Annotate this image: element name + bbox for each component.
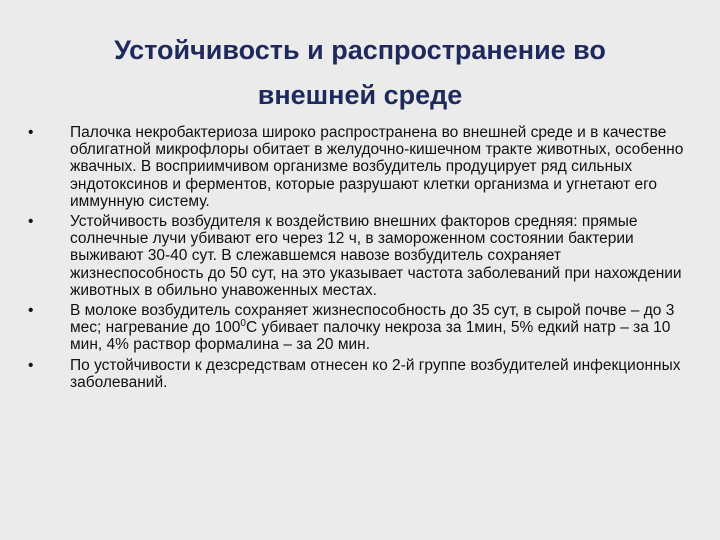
bullet-text-part-2: С убивает палочку некроза за 1мин, 5% едкий натр – за 10 мин, 4% раствор формалина – за 20 мин. (70, 319, 671, 354)
bullet-icon: • (28, 356, 34, 374)
bullet-item (28, 124, 690, 210)
bullet-list (28, 124, 690, 394)
bullet-text-with-superscript (70, 302, 690, 354)
bullet-icon: • (28, 213, 34, 231)
superscript-degree: 0 (240, 318, 246, 330)
bullet-text: Устойчивость возбудителя к воздействию внешних факторов средняя: прямые солнечные лучи убивают его через 12 ч, в замороженном состоянии бактерии выживают 30-40 сут. В слежавшемся навозе возбудитель сохраняет жизнеспособность до 50 сут, на это указывает частота заболеваний при нахождении животных в обильно унавоженных местах. (70, 213, 682, 299)
slide-title-line-2: внешней среде (257, 80, 463, 110)
bullet-item (28, 213, 690, 299)
slide-title (0, 28, 720, 118)
bullet-item (28, 357, 690, 391)
bullet-icon: • (28, 302, 34, 320)
slide-title-line-1: Устойчивость и распространение во (114, 35, 606, 65)
bullet-text: По устойчивости к дезсредствам отнесен ко 2-й группе возбудителей инфекционных заболеваний. (70, 356, 681, 391)
bullet-text: Палочка некробактериоза широко распространена во внешней среде и в качестве облигатной микрофлоры обитает в желудочно-кишечном тракте животных, особенно жвачных. В восприимчивом организме возбудитель продуцирует ряд сильных эндотоксинов и ферментов, которые разрушают клетки организма и угнетают его иммунную систему. (70, 124, 684, 210)
bullet-item (28, 302, 690, 354)
bullet-icon: • (28, 124, 34, 141)
bullet-text-part-1: В молоке возбудитель сохраняет жизнеспособность до 35 сут, в сырой почве – до 3 мес; нагревание до 100 (70, 302, 675, 337)
